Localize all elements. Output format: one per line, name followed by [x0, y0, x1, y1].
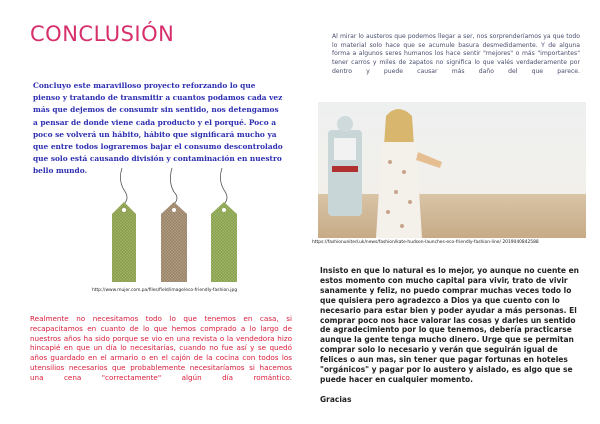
closing-text: Gracias	[320, 395, 352, 404]
page-title: CONCLUSIÓN	[30, 22, 175, 46]
fashion-photo	[318, 102, 586, 238]
main-paragraph: Insisto en que lo natural es lo mejor, yo aunque no cuente en estos momento con mucho capital para vivir, trato de vivir sanamente y feliz, no puedo comprar muchas veces todo lo que quisiera pero agradezco a Dios ya que cuento con lo necesario para estar bien y poder ayudar a más personas. El comprar poco nos hace valorar las cosas y darles un sentido de agradecimiento por lo que tenemos, debería practicarse aunque la gente tenga mucho dinero. Urge que se permitan comprar solo lo necesario y verán que seguirán igual de felices o aun mas, sin tener que pagar fortunas en hoteles "orgánicos" y pagar por lo austero y aislado, es algo que se puede hacer en cualquier momento.	[320, 266, 580, 384]
gas-pump	[328, 116, 362, 216]
intro-paragraph: Concluyo este maravilloso proyecto reforzando lo que pienso y tratando de transmitir a cuantos podamos cada vez más que dejemos de consumir sin sentido, nos detengamos a pensar de donde viene cada producto y el porqué. Poco a poco se volverá un hábito, hábito que significará mucho ya que entre todos lograremos bajar el consumo descontrolado que solo está causando división y contaminación en nuestro bello mundo.	[33, 81, 283, 176]
quote-paragraph: Al mirar lo austeros que podemos llegar a ser, nos sorprenderíamos ya que todo lo material solo hace que se acumule basura desmedidamente. Y de alguna forma a algunos seres humanos los hace sentir "mejores" o más "importantes" tener carros y miles de zapatos no significa lo que valés verdaderamente por dentro y puede causar más daño del que parece.	[332, 33, 580, 75]
brown-tag	[161, 202, 187, 282]
image-caption: http://www.mujer.com.pa/files/field/image/eco-friendly-fashion.jpg	[92, 288, 238, 293]
green-tag	[112, 202, 136, 282]
photo-caption: https://fashionunited.uk/news/fashion/kate-hudson-launches-eco-friendly-fashion-line/ 2019040842588	[312, 240, 539, 245]
fabric-tags-image	[100, 168, 250, 286]
red-paragraph: Realmente no necesitamos todo lo que tenemos en casa, si recapacitamos en cuanto de lo que hemos comprado a lo largo de nuestros años ha sido porque se vio en una revista o la vendedora hizo hincapié en que un día lo necesitarías, cuando no fue así y se quedó años guardado en el armario o en el cajón de la cocina con todos los utensilios necesarios que probablemente necesitaríamos si hacemos una cena "correctamente" algún día romántico.	[30, 314, 292, 382]
green-tag	[211, 202, 237, 282]
